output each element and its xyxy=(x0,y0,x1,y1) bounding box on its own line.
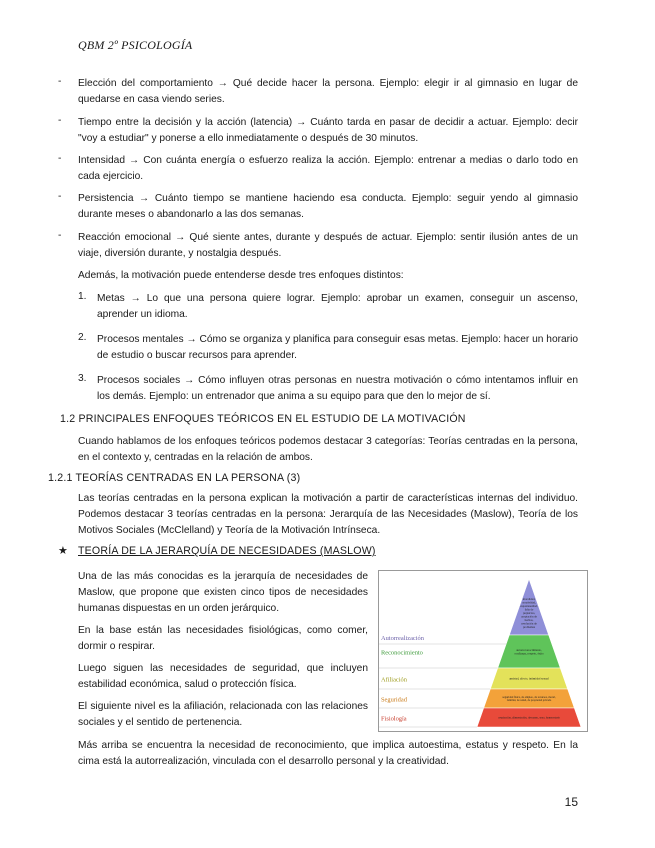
pyramid-level-label: Autorrealización xyxy=(381,635,424,642)
pyramid-level-label: Fisiología xyxy=(381,715,407,723)
pyramid-layer-description: autorreconocimiento, confianza, respeto, éxito xyxy=(514,647,544,656)
star-icon: ★ xyxy=(58,545,68,557)
bullet-item: Intensidad → Con cuánta energía o esfuerzo realiza la acción. Ejemplo: entrenar a medias o darlo todo en cada ejercicio. xyxy=(78,155,578,182)
maslow-paragraph: El siguiente nivel es la afiliación, relacionada con las relaciones sociales y el sentido de pertenencia. xyxy=(78,701,368,728)
pyramid-level-label: Seguridad xyxy=(381,696,407,704)
pyramid-level-label: Reconocimiento xyxy=(381,649,423,657)
pyramid-layer-description: seguridad física, de empleo, de recursos, moral, familiar, de salud, de propiedad privada xyxy=(502,695,556,703)
bullet-marker: - xyxy=(58,115,62,126)
section-heading-1-2: 1.2 PRINCIPALES ENFOQUES TEÓRICOS EN EL ESTUDIO DE LA MOTIVACIÓN xyxy=(60,413,466,425)
page-number: 15 xyxy=(564,795,578,809)
maslow-pyramid xyxy=(379,571,587,731)
maslow-pyramid-figure xyxy=(378,570,588,732)
maslow-heading: TEORÍA DE LA JERARQUÍA DE NECESIDADES (MASLOW) xyxy=(78,545,376,557)
pyramid-level-label: Afiliación xyxy=(381,676,407,684)
page-header-title: QBM 2º PSICOLOGÍA xyxy=(78,38,193,52)
section-heading-1-2-1: 1.2.1 TEORÍAS CENTRADAS EN LA PERSONA (3) xyxy=(48,472,301,484)
numbered-item: Procesos sociales → Cómo influyen otras personas en nuestra motivación o cómo intentamos influir en los demás. Ejemplo: un entrenador que anima a su equipo para que den lo mejor de sí. xyxy=(97,375,578,402)
list-number: 1. xyxy=(78,291,87,302)
pyramid-layer-description: respiración, alimentación, descanso, sexo, homeostasis xyxy=(498,716,560,720)
maslow-paragraph: Una de las más conocidas es la jerarquía de necesidades de Maslow, que propone que existen cinco tipos de necesidades humanas dispuestas en un orden jerárquico. xyxy=(78,571,368,614)
bullet-item: Elección del comportamiento → Qué decide hacer la persona. Ejemplo: elegir ir al gimnasio en lugar de quedarse en casa viendo series. xyxy=(78,78,578,105)
maslow-paragraph: Más arriba se encuentra la necesidad de reconocimiento, que implica autoestima, estatus y respeto. En la cima está la autorrealización, vinculada con el desarrollo personal y la creatividad. xyxy=(78,740,578,767)
enfoques-intro: Además, la motivación puede entenderse desde tres enfoques distintos: xyxy=(78,270,404,281)
list-number: 3. xyxy=(78,373,87,384)
bullet-marker: - xyxy=(58,153,62,164)
bullet-marker: - xyxy=(58,76,62,87)
bullet-item: Persistencia → Cuánto tiempo se mantiene haciendo esa conducta. Ejemplo: seguir yendo al gimnasio durante meses o abandonarlo a las dos semanas. xyxy=(78,193,578,220)
section-1-2-text: Cuando hablamos de los enfoques teóricos podemos destacar 3 categorías: Teorías centradas en la persona, en el contexto y, centradas en la relación de ambos. xyxy=(78,436,578,463)
numbered-item: Procesos mentales → Cómo se organiza y planifica para conseguir esas metas. Ejemplo: hacer un horario de estudio o buscar recursos para aprender. xyxy=(97,334,578,361)
bullet-item: Tiempo entre la decisión y la acción (latencia) → Cuánto tarda en pasar de decidir a actuar. Ejemplo: decir "voy a estudiar" y ponerse a ello inmediatamente o después de 30 minutos. xyxy=(78,117,578,144)
list-number: 2. xyxy=(78,332,87,343)
bullet-item: Reacción emocional → Qué siente antes, durante y después de actuar. Ejemplo: sentir ilusión antes de un viaje, diversión durante, y nostalgia después. xyxy=(78,232,578,259)
bullet-marker: - xyxy=(58,191,62,202)
maslow-paragraph: En la base están las necesidades fisiológicas, como comer, dormir o respirar. xyxy=(78,625,368,652)
numbered-item: Metas → Lo que una persona quiere lograr. Ejemplo: aprobar un examen, conseguir un ascenso, aprender un idioma. xyxy=(97,293,578,320)
pyramid-layer-description: moralidad, creatividad, espontaneidad, falta de prejuicios, aceptación de hechos, resolución de problemas xyxy=(520,597,538,629)
pyramid-layer-description: amistad, afecto, intimidad sexual xyxy=(509,676,549,681)
maslow-paragraph: Luego siguen las necesidades de seguridad, que incluyen estabilidad económica, salud o protección física. xyxy=(78,663,368,690)
bullet-marker: - xyxy=(58,230,62,241)
section-1-2-1-text: Las teorías centradas en la persona explican la motivación a partir de características internas del individuo. Podemos destacar 3 teorías centradas en la persona: Jerarquía de las Necesidades (Maslow), Teoría de los Motivos Sociales (McClelland) y Teoría de la Motivación Intrínseca. xyxy=(78,493,578,536)
